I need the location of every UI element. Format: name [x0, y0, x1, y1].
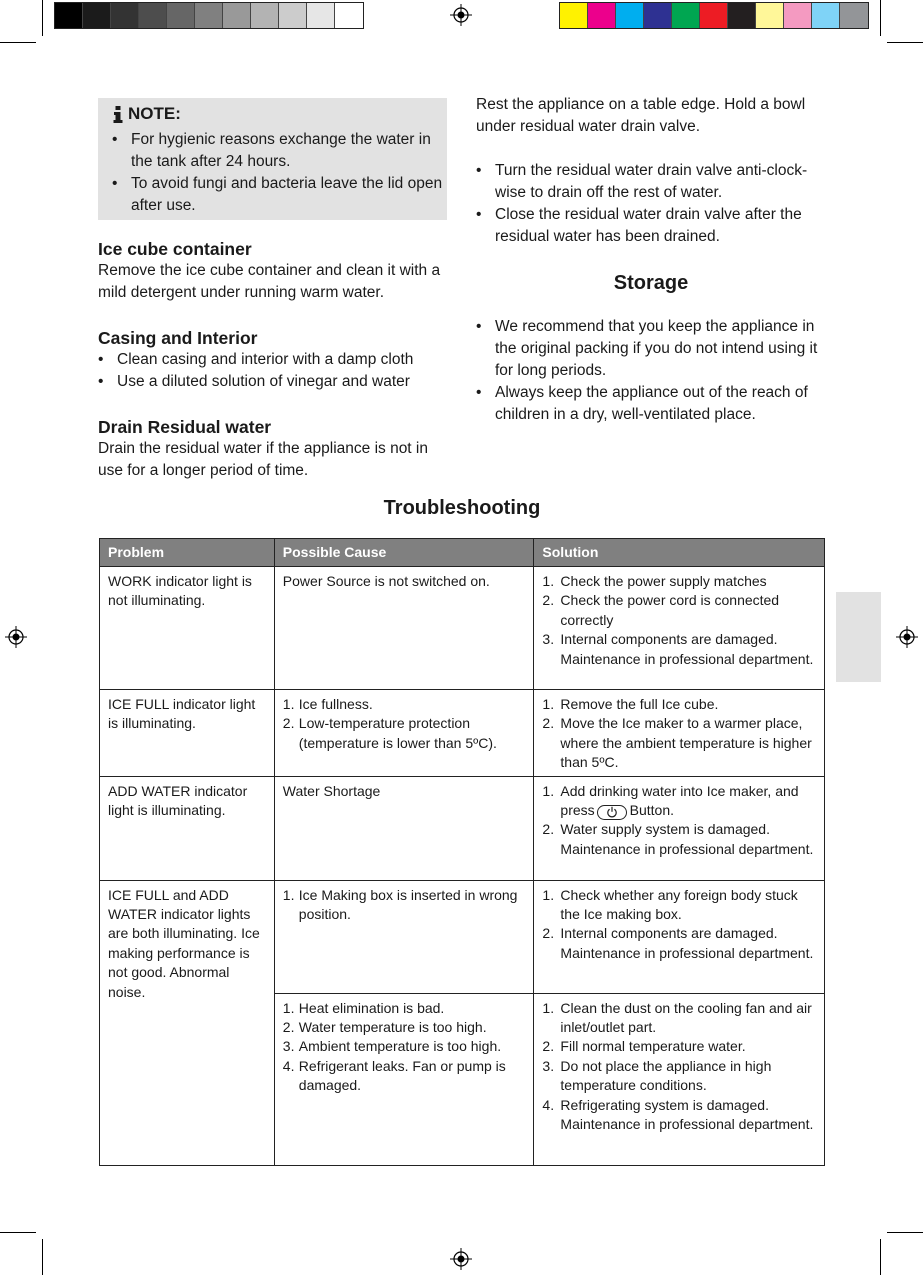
list-item: 3. Do not place the appliance in high temperature conditions.	[542, 1057, 772, 1094]
list-item: 1. Ice Making box is inserted in wrong position.	[282, 886, 518, 923]
list-item: 4. Refrigerating system is damaged. Maintenance in professional department.	[542, 1096, 814, 1133]
color-swatch	[812, 3, 840, 28]
color-swatch	[223, 3, 251, 28]
section-text: Rest the appliance on a table edge. Hold a bowl under residual water drain valve.	[476, 96, 806, 135]
crop-mark	[42, 0, 43, 36]
color-swatch	[83, 3, 111, 28]
color-swatch	[840, 3, 868, 28]
list-item: 1. Check whether any foreign body stuck the Ice making box.	[542, 886, 798, 923]
color-swatch	[560, 3, 588, 28]
solution-cell	[534, 776, 825, 880]
power-icon	[597, 805, 627, 820]
storage-list	[476, 316, 826, 426]
color-swatch	[784, 3, 812, 28]
crop-mark	[0, 1232, 36, 1233]
list-item: 3. Ambient temperature is too high.	[282, 1038, 502, 1055]
crop-mark	[42, 1239, 43, 1275]
solution-cell	[534, 690, 825, 777]
note-list	[112, 129, 446, 217]
section-heading: Ice cube container	[98, 239, 252, 259]
section-heading: Casing and Interior	[98, 328, 258, 348]
crop-mark	[887, 42, 923, 43]
list-item: 1. Heat elimination is bad.	[282, 999, 445, 1016]
color-swatch	[672, 3, 700, 28]
table-row	[100, 690, 825, 777]
list-item: 1. Ice fullness.	[282, 696, 373, 712]
troubleshooting-table	[99, 538, 825, 1166]
list-item: • Use a diluted solution of vinegar and water	[98, 373, 410, 390]
note-label: NOTE:	[128, 104, 181, 123]
column-header: Solution	[534, 539, 825, 567]
color-swatch	[335, 3, 363, 28]
registration-mark-icon	[450, 4, 472, 26]
cause-cell	[274, 993, 534, 1165]
color-swatch	[167, 3, 195, 28]
section-text: Remove the ice cube container and clean it with a mild detergent under running warm water.	[98, 262, 441, 301]
info-icon	[112, 106, 124, 123]
crop-mark	[0, 42, 36, 43]
cause-cell	[274, 690, 534, 777]
solution-cell	[534, 567, 825, 690]
list-item: • Close the residual water drain valve after the residual water has been drained.	[476, 206, 802, 245]
crop-mark	[880, 0, 881, 36]
cause-cell	[274, 880, 534, 993]
problem-cell: WORK indicator light is not illuminating.	[100, 567, 275, 690]
problem-cell: ICE FULL and ADD WATER indicator lights are both illuminating. Ice making performance is not good. Abnormal noise.	[100, 880, 275, 1165]
section-heading: Drain Residual water	[98, 417, 272, 437]
note-box	[98, 98, 447, 220]
table-row	[100, 776, 825, 880]
list-item: 2. Low-temperature protection (temperature is lower than 5ºC).	[282, 715, 497, 751]
solution-cell	[534, 993, 825, 1165]
color-swatch	[616, 3, 644, 28]
list-item: 2. Fill normal temperature water.	[542, 1038, 746, 1055]
color-swatch	[307, 3, 335, 28]
column-header: Problem	[100, 539, 275, 567]
list-item: 1. Check the power supply matches	[542, 573, 767, 589]
storage-heading: Storage	[613, 272, 689, 294]
color-swatch	[700, 3, 728, 28]
gray-swatch-bar	[54, 2, 364, 29]
color-swatch	[251, 3, 279, 28]
list-item: • We recommend that you keep the appliance in the original packing if you do not intend using it for long periods.	[476, 318, 818, 379]
color-swatch	[139, 3, 167, 28]
list-item: 2. Move the Ice maker to a warmer place, where the ambient temperature is higher than 5ºC.	[542, 715, 812, 771]
list-item: 3. Internal components are damaged. Maintenance in professional department.	[542, 631, 814, 667]
color-swatch	[728, 3, 756, 28]
list-item: • To avoid fungi and bacteria leave the lid open after use.	[112, 175, 443, 214]
color-swatch	[279, 3, 307, 28]
table-header-row	[100, 539, 825, 567]
list-item: 1. Add drinking water into Ice maker, and press Button.	[542, 782, 799, 819]
list-item: • Always keep the appliance out of the reach of children in a dry, well-ventilated place.	[476, 384, 808, 423]
crop-mark	[887, 1232, 923, 1233]
list-item: 2. Water supply system is damaged. Maintenance in professional department.	[542, 821, 814, 857]
cause-cell: Water Shortage	[274, 776, 534, 880]
troubleshooting-title: Troubleshooting	[383, 497, 541, 519]
color-swatch	[195, 3, 223, 28]
section-text: Drain the residual water if the appliance is not in use for a longer period of time.	[98, 440, 428, 479]
casing-section	[98, 327, 448, 393]
color-swatch	[588, 3, 616, 28]
ice-cube-section	[98, 238, 448, 304]
list-item: 2. Check the power cord is connected correctly	[542, 592, 780, 628]
list-item: • Turn the residual water drain valve anti-clock-wise to drain off the rest of water.	[476, 162, 808, 201]
solution-cell	[534, 880, 825, 993]
color-swatch	[111, 3, 139, 28]
crop-mark	[880, 1239, 881, 1275]
cause-cell: Power Source is not switched on.	[274, 567, 534, 690]
problem-cell: ICE FULL indicator light is illuminating.	[100, 690, 275, 777]
list-item: • For hygienic reasons exchange the water in the tank after 24 hours.	[112, 131, 431, 170]
list-item: • Clean casing and interior with a damp cloth	[98, 351, 414, 368]
list-item: 4. Refrigerant leaks. Fan or pump is damaged.	[282, 1057, 506, 1094]
table-row	[100, 880, 825, 993]
color-swatch	[756, 3, 784, 28]
registration-mark-icon	[450, 1248, 472, 1270]
registration-mark-icon	[5, 626, 27, 648]
drain-section	[98, 416, 448, 482]
color-swatch-bar	[559, 2, 869, 29]
column-header: Possible Cause	[274, 539, 534, 567]
list-item: 1. Remove the full Ice cube.	[542, 696, 719, 712]
problem-cell: ADD WATER indicator light is illuminating.	[100, 776, 275, 880]
note-heading	[112, 104, 181, 124]
table-row	[100, 567, 825, 690]
list-item: 2. Internal components are damaged. Maintenance in professional department.	[542, 925, 814, 961]
color-swatch	[55, 3, 83, 28]
side-tab	[836, 592, 881, 682]
registration-mark-icon	[896, 626, 918, 648]
list-item: 2. Water temperature is too high.	[282, 1019, 487, 1036]
list-item: 1. Clean the dust on the cooling fan and air inlet/outlet part.	[542, 999, 812, 1036]
drain-continued	[476, 94, 826, 248]
color-swatch	[644, 3, 672, 28]
